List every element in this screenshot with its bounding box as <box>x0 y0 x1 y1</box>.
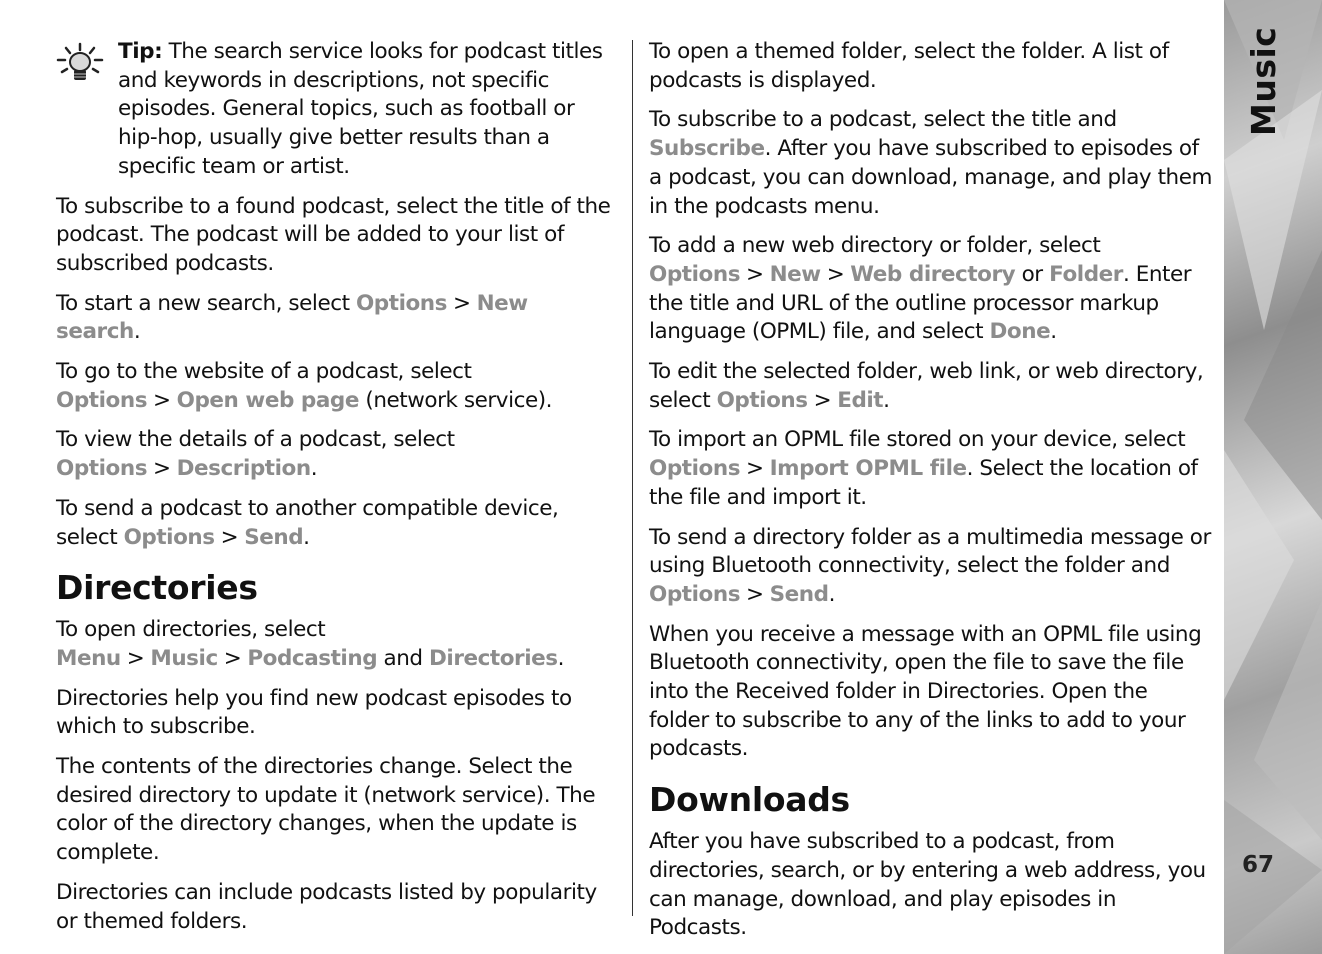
new-search-paragraph: To start a new search, select Options > New search. <box>56 290 528 345</box>
options-menu-item: Options <box>355 290 448 316</box>
new-search-menu-item: New search <box>56 290 528 345</box>
directories-menu-item: Directories <box>429 645 558 671</box>
chapter-sidebar <box>1224 0 1322 954</box>
chapter-title: Music <box>1244 26 1283 136</box>
description-menu-item: Description <box>176 456 311 482</box>
edit-menu-item: Edit <box>837 387 884 413</box>
music-menu-item: Music <box>150 645 218 671</box>
import-opml-paragraph: To import an OPML file stored on your device, select Options > Import OPML file. Select the location of the file and import it. <box>649 427 1198 510</box>
import-opml-menu-item: Import OPML file <box>769 456 967 482</box>
sidebar-pattern <box>1224 0 1322 954</box>
lightbulb-icon <box>56 38 118 182</box>
themed-folder-paragraph: To open a themed folder, select the folder. A list of podcasts is displayed. <box>649 39 1169 93</box>
downloads-paragraph: After you have subscribed to a podcast, from directories, search, or by entering a web address, you can manage, download, and play episodes in Podcasts. <box>649 829 1206 941</box>
details-paragraph: To view the details of a podcast, select Options > Description. <box>56 427 455 482</box>
directories-include-paragraph: Directories can include podcasts listed by popularity or themed folders. <box>56 879 597 934</box>
left-column <box>56 38 618 947</box>
send-menu-item: Send <box>769 581 829 607</box>
tip-label: Tip: <box>118 39 163 64</box>
add-directory-paragraph: To add a new web directory or folder, select Options > New > Web directory or Folder. Enter the title and URL of the outline processor markup language (OPML) file, and select Done. <box>649 233 1192 345</box>
options-menu-item: Options <box>123 524 215 550</box>
column-divider <box>632 40 633 916</box>
open-directories-paragraph: To open directories, select Menu > Music > Podcasting and Directories. <box>56 617 565 671</box>
new-menu-item: New <box>769 261 821 287</box>
options-menu-item: Options <box>649 456 741 482</box>
folder-menu-item: Folder <box>1049 261 1123 287</box>
downloads-heading: Downloads <box>649 780 850 820</box>
send-directory-paragraph: To send a directory folder as a multimedia message or using Bluetooth connectivity, select the folder and Options > Send. <box>649 524 1211 607</box>
tip-block <box>56 38 618 182</box>
options-menu-item: Options <box>649 261 741 287</box>
website-paragraph: To go to the website of a podcast, select Options > Open web page (network service). <box>56 359 553 413</box>
directories-contents-paragraph: The contents of the directories change. Select the desired directory to update it (network service). The color of the directory changes, when the update is complete. <box>56 754 596 866</box>
menu-menu-item: Menu <box>56 645 121 671</box>
subscribe-menu-item: Subscribe <box>649 136 765 162</box>
send-menu-item: Send <box>244 524 304 550</box>
options-menu-item: Options <box>649 581 741 607</box>
options-menu-item: Options <box>716 387 808 413</box>
right-column <box>649 38 1213 954</box>
page-number: 67 <box>1242 852 1275 878</box>
subscribe-found-paragraph: To subscribe to a found podcast, select the title of the podcast. The podcast will be added to your list of subscribed podcasts. <box>56 193 611 276</box>
directories-heading: Directories <box>56 568 258 608</box>
tip-text <box>118 38 618 182</box>
done-menu-item: Done <box>989 319 1051 345</box>
receive-opml-paragraph: When you receive a message with an OPML file using Bluetooth connectivity, open the file to save the file into the Received folder in Directories. Open the folder to subscribe to any of the links to add to your podcasts. <box>649 621 1202 762</box>
tip-body: The search service looks for podcast titles and keywords in descriptions, not specific episodes. General topics, such as football or hip-hop, usually give better results than a specific team or artist. <box>118 39 603 179</box>
subscribe-podcast-paragraph: To subscribe to a podcast, select the title and Subscribe. After you have subscribed to episodes of a podcast, you can download, manage, and play them in the podcasts menu. <box>649 107 1213 219</box>
edit-folder-paragraph: To edit the selected folder, web link, or web directory, select Options > Edit. <box>649 359 1204 413</box>
directories-help-paragraph: Directories help you find new podcast episodes to which to subscribe. <box>56 685 572 740</box>
podcasting-menu-item: Podcasting <box>247 645 378 671</box>
send-podcast-paragraph: To send a podcast to another compatible device, select Options > Send. <box>56 495 559 550</box>
open-web-page-menu-item: Open web page <box>176 387 360 413</box>
web-directory-menu-item: Web directory <box>850 261 1016 287</box>
options-menu-item: Options <box>56 456 148 482</box>
options-menu-item: Options <box>56 387 148 413</box>
